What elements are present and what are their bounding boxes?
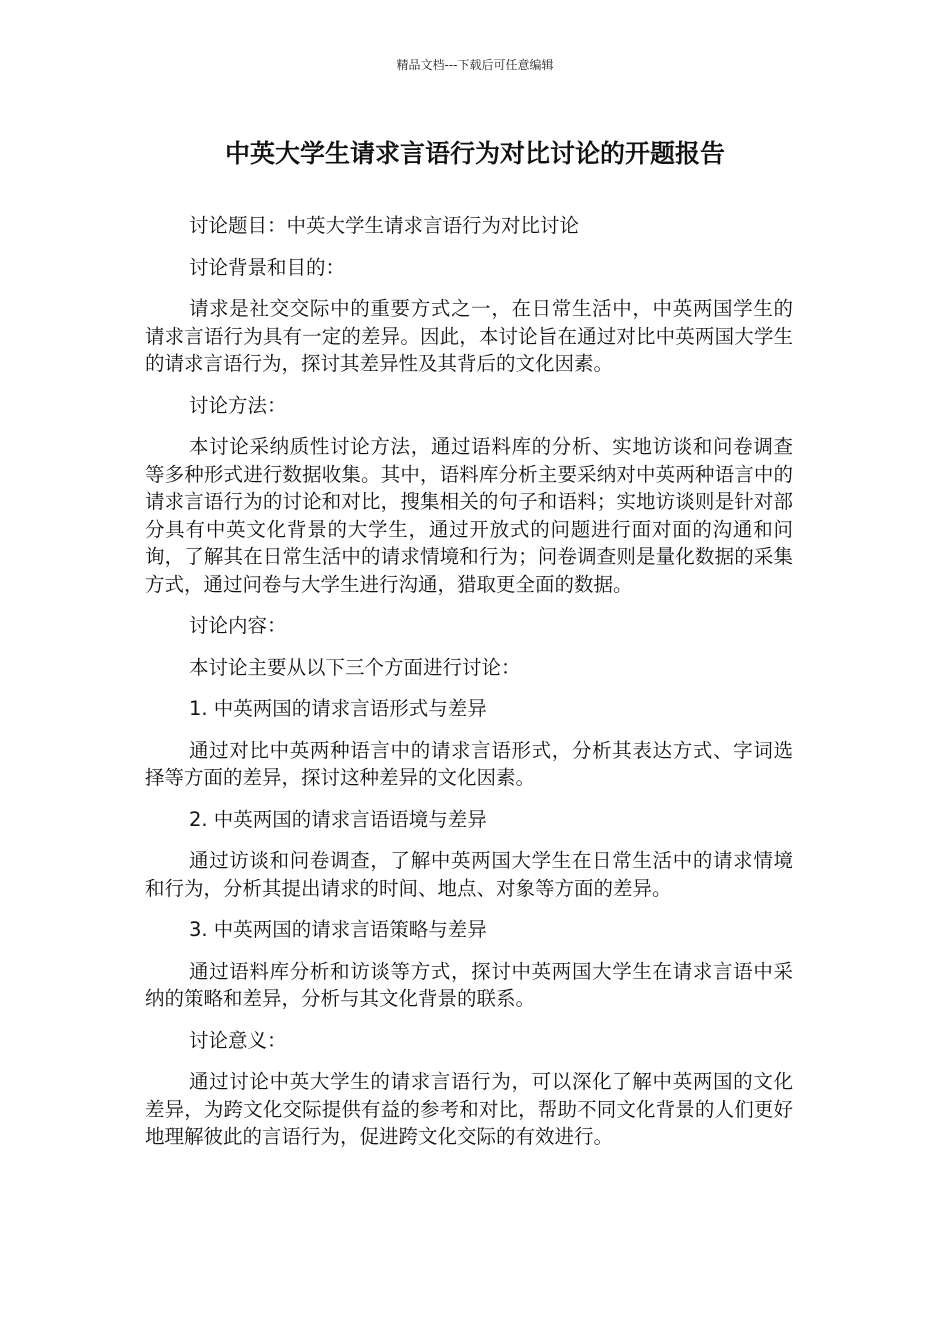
topic-line: 讨论题目：中英大学生请求言语行为对比讨论 <box>189 214 580 237</box>
document-body <box>145 212 793 1165</box>
section-heading-background: 讨论背景和目的： <box>189 255 346 279</box>
section-heading-method: 讨论方法： <box>189 393 287 417</box>
section-heading-significance: 讨论意义： <box>189 1028 287 1052</box>
content-item-2-text: 通过访谈和问卷调查，了解中英两国大学生在日常生活中的请求情境和行为，分析其提出请求的时间、地点、对象等方面的差异。 <box>145 849 793 900</box>
method-paragraph: 本讨论采纳质性讨论方法，通过语料库的分析、实地访谈和问卷调查等多种形式进行数据收集。其中，语料库分析主要采纳对中英两种语言中的请求言语行为的讨论和对比，搜集相关的句子和语料；实地访谈则是针对部分具有中英文化背景的大学生，通过开放式的问题进行面对面的沟通和问询，了解其在日常生活中的请求情境和行为；问卷调查则是量化数据的采集方式，通过问卷与大学生进行沟通，猎取更全面的数据。 <box>145 435 793 596</box>
header-note: 精品文档---下载后可任意编辑 <box>396 58 554 72</box>
significance-paragraph: 通过讨论中英大学生的请求言语行为，可以深化了解中英两国的文化差异，为跨文化交际提供有益的参考和对比，帮助不同文化背景的人们更好地理解彼此的言语行为，促进跨文化交际的有效进行。 <box>145 1070 793 1148</box>
content-item-1-text: 通过对比中英两种语言中的请求言语形式，分析其表达方式、字词选择等方面的差异，探讨这种差异的文化因素。 <box>145 738 793 789</box>
content-item-3-text: 通过语料库分析和访谈等方式，探讨中英两国大学生在请求言语中采纳的策略和差异，分析与其文化背景的联系。 <box>145 959 793 1010</box>
section-heading-content: 讨论内容： <box>189 614 287 637</box>
content-item-1-heading: 1. 中英两国的请求言语形式与差异 <box>189 697 487 720</box>
content-item-3-heading: 3. 中英两国的请求言语策略与差异 <box>189 918 487 941</box>
content-intro: 本讨论主要从以下三个方面进行讨论： <box>189 655 521 679</box>
background-paragraph: 请求是社交交际中的重要方式之一，在日常生活中，中英两国学生的请求言语行为具有一定的差异。因此，本讨论旨在通过对比中英两国大学生的请求言语行为，探讨其差异性及其背后的文化因素。 <box>145 297 793 375</box>
document-title: 中英大学生请求言语行为对比讨论的开题报告 <box>224 139 725 168</box>
content-item-2-heading: 2. 中英两国的请求言语语境与差异 <box>189 807 487 831</box>
